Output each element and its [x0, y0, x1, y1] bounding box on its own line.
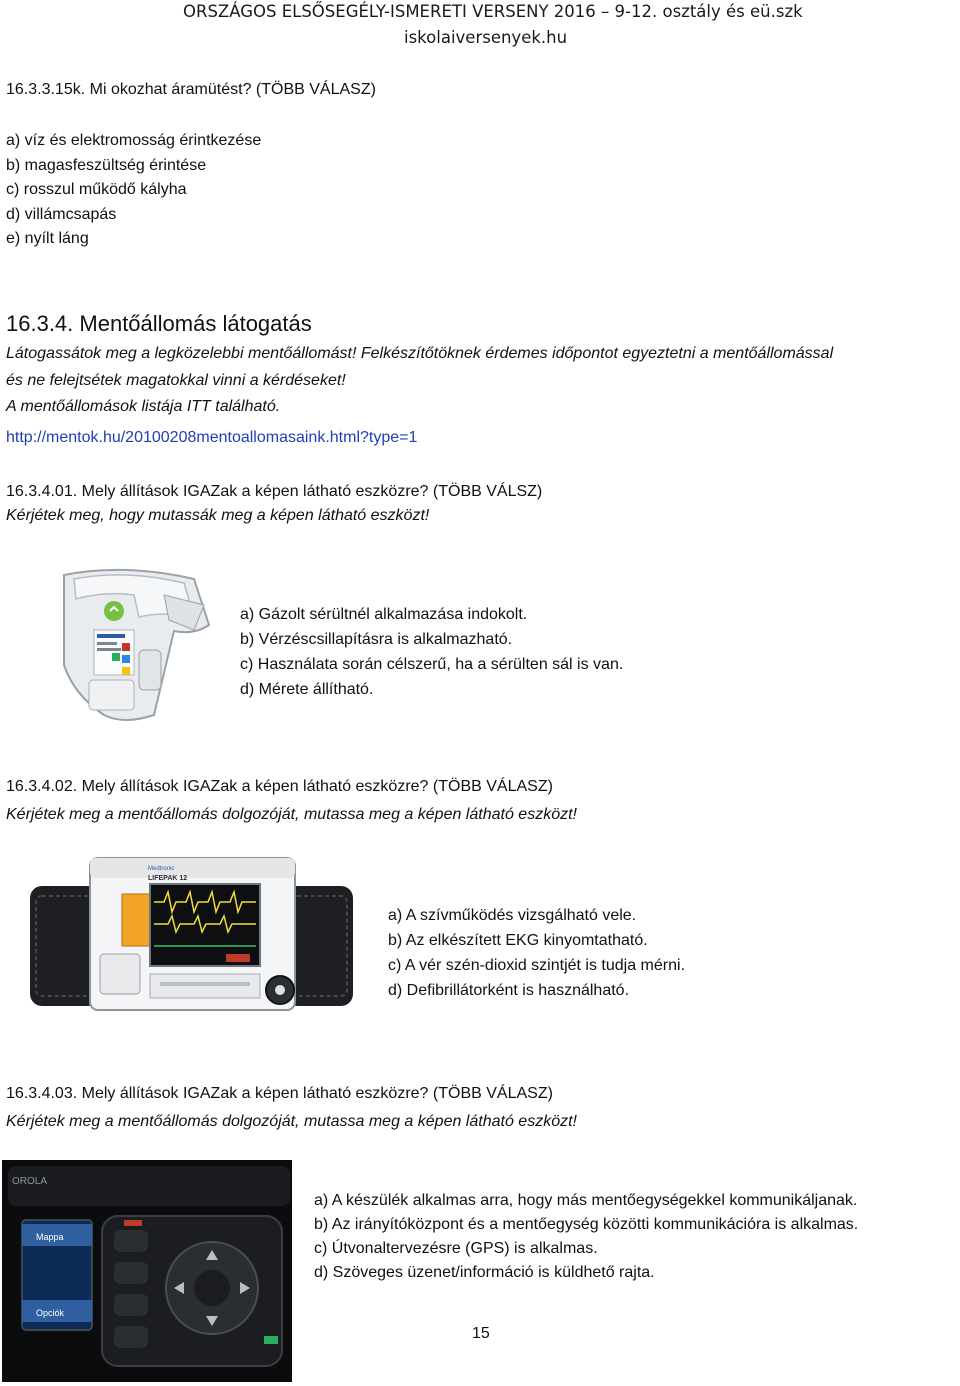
q4-option: d) Szöveges üzenet/információ is küldhető rajta.: [314, 1264, 655, 1281]
device-model: LIFEPAK 12: [148, 875, 188, 882]
q1-option: e) nyílt láng: [6, 230, 89, 247]
intro-line: A mentőállomások listája ITT található.: [6, 398, 281, 415]
q1-options: [6, 129, 261, 252]
intro-line: Látogassátok meg a legközelebbi mentőállomást! Felkészítőtöknek érdemes időpontot egyeztetni a mentőállomással: [6, 345, 834, 362]
section-intro: [6, 342, 833, 422]
q3-option: b) Az elkészített EKG kinyomtatható.: [388, 932, 648, 949]
header-website[interactable]: iskolaiversenyek.hu: [404, 28, 568, 47]
q4-option: b) Az irányítóközpont és a mentőegység közötti kommunikációra is alkalmas.: [314, 1216, 859, 1233]
q4-instruction: Kérjétek meg a mentőállomás dolgozóját, mutassa meg a képen látható eszközt!: [6, 1113, 577, 1130]
q2-option: b) Vérzéscsillapításra is alkalmazható.: [240, 631, 513, 648]
q3-options: [388, 904, 685, 1004]
q1-option: c) rosszul működő kályha: [6, 181, 187, 198]
q4-option: a) A készülék alkalmas arra, hogy más mentőegységekkel kommunikáljanak.: [314, 1192, 858, 1209]
q3-option: d) Defibrillátorként is használható.: [388, 982, 630, 999]
stations-link[interactable]: http://mentok.hu/20100208mentoallomasaink.html?type=1: [6, 429, 418, 446]
q1-title: 16.3.3.15k. Mi okozhat áramütést? (TÖBB VÁLASZ): [6, 81, 376, 98]
q3-title: 16.3.4.02. Mely állítások IGAZak a képen látható eszközre? (TÖBB VÁLASZ): [6, 778, 553, 795]
q1-option: a) víz és elektromosság érintkezése: [6, 132, 262, 149]
radio-screen-label: Opciók: [36, 1308, 65, 1318]
q3-option: a) A szívműködés vizsgálható vele.: [388, 907, 637, 924]
radio-brand: OROLA: [12, 1176, 48, 1187]
q2-option: d) Mérete állítható.: [240, 681, 374, 698]
q4-option: c) Útvonaltervezésre (GPS) is alkalmas.: [314, 1240, 598, 1257]
section-heading: 16.3.4. Mentőállomás látogatás: [6, 311, 312, 336]
q2-option: a) Gázolt sérültnél alkalmazása indokolt.: [240, 606, 528, 623]
radio-screen-label: Mappa: [36, 1232, 64, 1242]
page-number: 15: [472, 1325, 490, 1342]
q4-options: [314, 1189, 858, 1285]
q2-instruction: Kérjétek meg, hogy mutassák meg a képen látható eszközt!: [6, 507, 430, 524]
q3-instruction: Kérjétek meg a mentőállomás dolgozóját, mutassa meg a képen látható eszközt!: [6, 806, 577, 823]
radio-device-image: [2, 1160, 292, 1382]
q2-option: c) Használata során célszerű, ha a sérülten sál is van.: [240, 656, 624, 673]
q2-title: 16.3.4.01. Mely állítások IGAZak a képen látható eszközre? (TÖBB VÁLSZ): [6, 483, 543, 500]
defibrillator-image: [30, 850, 355, 1020]
q1-option: d) villámcsapás: [6, 205, 117, 223]
device-brand: Medtronic: [148, 866, 175, 872]
header-competition: ORSZÁGOS ELSŐSEGÉLY-ISMERETI VERSENY 2016 – 9-12. osztály és eü.szk: [183, 2, 803, 21]
cervical-collar-image: [44, 565, 214, 730]
q4-title: 16.3.4.03. Mely állítások IGAZak a képen látható eszközre? (TÖBB VÁLASZ): [6, 1085, 553, 1102]
q2-options: [240, 603, 623, 703]
q3-option: c) A vér szén-dioxid szintjét is tudja mérni.: [388, 957, 686, 974]
q1-option: b) magasfeszültség érintése: [6, 156, 207, 174]
intro-line: és ne felejtsétek magatokkal vinni a kérdéseket!: [6, 371, 346, 389]
